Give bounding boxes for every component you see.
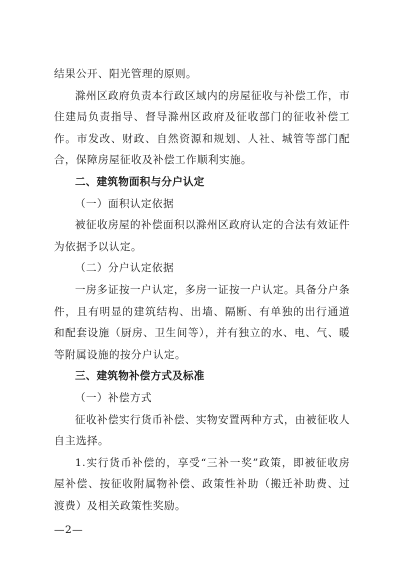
paragraph-monetary-compensation: 1.实行货币补偿的，享受“三补一奖”政策，即被征收房屋补偿、按征收附属物补偿、政策性补助（搬迁补助费、过渡费）及相关政策性奖励。 [54,456,350,512]
paragraph-household-basis: 一房多证按一户认定，多房一证按一户认定。具备分户条件，且有明显的建筑结构、出墙、隔断、有单独的出行通道和配套设施（厨房、卫生间等），并有独立的水、电、气、暖等附属设施的按分户认定。 [54,283,350,361]
section-heading-compensation: 三、建筑物补偿方式及标准 [75,370,205,383]
paragraph-compensation-method: 征收补偿实行货币补偿、实物安置两种方式，由被征收人自主选择。 [54,413,350,448]
section-heading-area-household: 二、建筑物面积与分户认定 [75,175,205,188]
paragraph-continuation: 结果公开、阳光管理的原则。 [54,68,197,80]
document-body [54,64,350,517]
paragraph-area-basis: 被征收房屋的补偿面积以滁州区政府认定的合法有效证件为依据予以认定。 [54,219,350,253]
subsection-compensation-method: （一）补偿方式 [75,391,152,404]
subsection-household-basis: （二）分户认定依据 [75,262,174,275]
paragraph-responsibility: 滁州区政府负责本行政区域内的房屋征收与补偿工作，市住建局负责指导、督导滁州区政府及征收部门的征收补偿工作。市发改、财政、自然资源和规划、人社、城管等部门配合，保障房屋征收及补偿工作顺利实施。 [54,89,350,167]
subsection-area-basis: （一）面积认定依据 [75,197,174,210]
page-number: —2— [54,524,84,536]
